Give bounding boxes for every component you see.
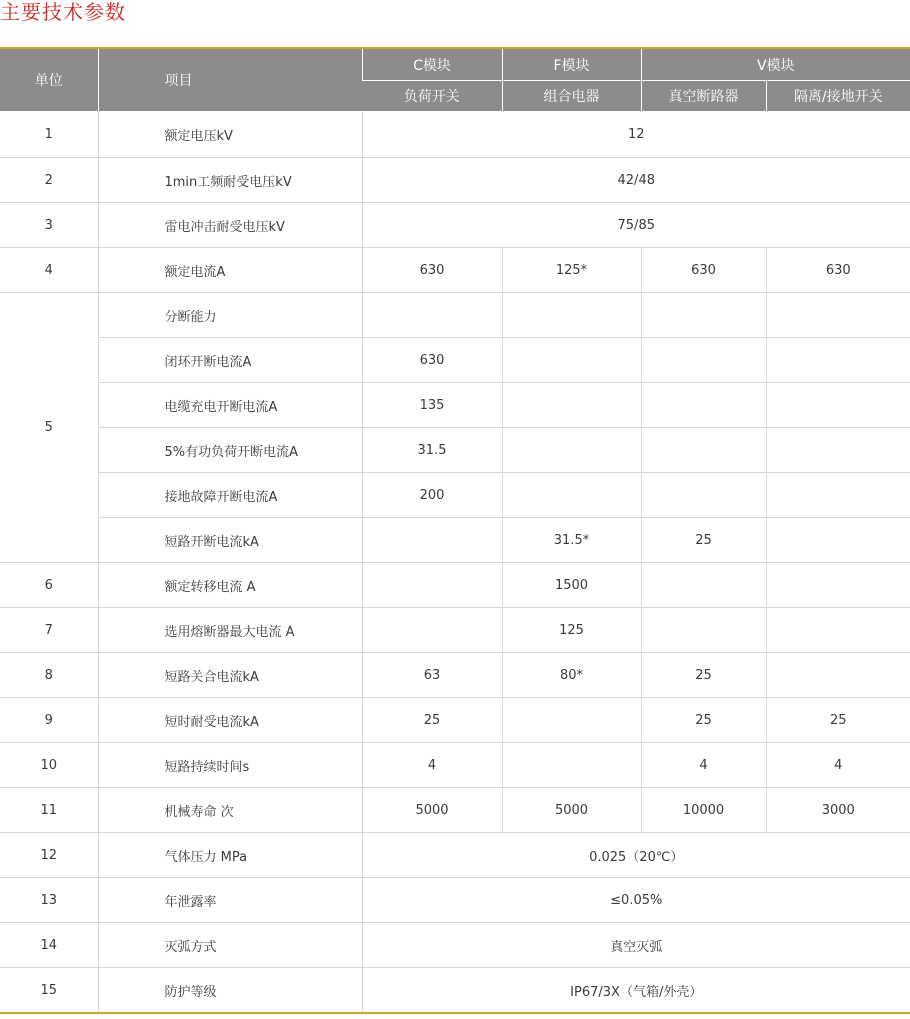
header-v-sub1: 真空断路器 <box>641 81 766 112</box>
row-value-c: 200 <box>362 473 502 518</box>
row-value-c: 630 <box>362 248 502 293</box>
row-value-f: 125 <box>502 608 641 653</box>
row-value-f <box>502 428 641 473</box>
row-item: 短时耐受电流kA <box>98 698 362 743</box>
table-row <box>0 293 910 338</box>
row-number: 4 <box>0 248 98 293</box>
row-value-f: 31.5* <box>502 518 641 563</box>
row-value-f <box>502 293 641 338</box>
row-value-f <box>502 473 641 518</box>
row-value-c: 630 <box>362 338 502 383</box>
row-item: 5%有功负荷开断电流A <box>98 428 362 473</box>
row-item: 短路开断电流kA <box>98 518 362 563</box>
header-v-module: V模块 <box>641 49 910 81</box>
row-number: 2 <box>0 158 98 203</box>
row-value-v2: 25 <box>766 698 910 743</box>
row-item: 灭弧方式 <box>98 923 362 968</box>
row-number: 11 <box>0 788 98 833</box>
header-c-module: C模块 <box>362 49 502 81</box>
row-value-f: 1500 <box>502 563 641 608</box>
row-value-c: 4 <box>362 743 502 788</box>
row-value-v1 <box>641 338 766 383</box>
row-value-v1 <box>641 293 766 338</box>
header-f-sub: 组合电器 <box>502 81 641 112</box>
row-value-f <box>502 338 641 383</box>
row-item: 机械寿命 次 <box>98 788 362 833</box>
table-row <box>0 653 910 698</box>
spec-table <box>0 49 910 1014</box>
row-item: 分断能力 <box>98 293 362 338</box>
row-number: 12 <box>0 833 98 878</box>
row-item: 短路持续时间s <box>98 743 362 788</box>
row-number: 6 <box>0 563 98 608</box>
table-row <box>0 473 910 518</box>
row-value-v2 <box>766 428 910 473</box>
row-value-f <box>502 383 641 428</box>
table-row <box>0 428 910 473</box>
row-value-v1 <box>641 383 766 428</box>
row-value-v2 <box>766 473 910 518</box>
table-row <box>0 608 910 653</box>
table-row <box>0 563 910 608</box>
row-value-v1: 25 <box>641 518 766 563</box>
row-value-v1 <box>641 428 766 473</box>
row-value-v2 <box>766 518 910 563</box>
row-value-c <box>362 518 502 563</box>
row-value-f: 80* <box>502 653 641 698</box>
table-row <box>0 203 910 248</box>
row-value-c <box>362 563 502 608</box>
row-value-f <box>502 698 641 743</box>
table-row <box>0 383 910 428</box>
row-value-v2 <box>766 293 910 338</box>
row-value-c: 63 <box>362 653 502 698</box>
row-value-v2 <box>766 338 910 383</box>
row-item: 额定转移电流 A <box>98 563 362 608</box>
row-value-v2 <box>766 383 910 428</box>
row-number: 15 <box>0 968 98 1014</box>
row-value-all: 12 <box>362 112 910 158</box>
row-value-all: 真空灭弧 <box>362 923 910 968</box>
row-value-all: 0.025（20℃） <box>362 833 910 878</box>
row-item: 气体压力 MPa <box>98 833 362 878</box>
row-item: 接地故障开断电流A <box>98 473 362 518</box>
row-number: 3 <box>0 203 98 248</box>
table-row <box>0 878 910 923</box>
row-value-v1: 25 <box>641 698 766 743</box>
row-value-v1: 630 <box>641 248 766 293</box>
row-number: 7 <box>0 608 98 653</box>
table-row <box>0 923 910 968</box>
table-row <box>0 833 910 878</box>
row-value-c <box>362 293 502 338</box>
row-value-v2: 3000 <box>766 788 910 833</box>
row-item: 雷电冲击耐受电压kV <box>98 203 362 248</box>
row-item: 闭环开断电流A <box>98 338 362 383</box>
row-value-v1 <box>641 563 766 608</box>
row-item: 1min工频耐受电压kV <box>98 158 362 203</box>
row-value-all: ≤0.05% <box>362 878 910 923</box>
row-value-c: 31.5 <box>362 428 502 473</box>
table-row <box>0 788 910 833</box>
table-row <box>0 968 910 1014</box>
table-row <box>0 338 910 383</box>
row-number: 9 <box>0 698 98 743</box>
table-row <box>0 698 910 743</box>
page-title: 主要技术参数 <box>0 0 126 24</box>
row-value-v1: 10000 <box>641 788 766 833</box>
table-header <box>0 49 910 112</box>
row-value-all: IP67/3X（气箱/外壳） <box>362 968 910 1014</box>
row-value-v1 <box>641 473 766 518</box>
row-number: 8 <box>0 653 98 698</box>
row-value-v1: 4 <box>641 743 766 788</box>
row-number: 13 <box>0 878 98 923</box>
row-item: 短路关合电流kA <box>98 653 362 698</box>
row-value-v2: 630 <box>766 248 910 293</box>
row-value-c <box>362 608 502 653</box>
header-f-module: F模块 <box>502 49 641 81</box>
table-row <box>0 743 910 788</box>
row-value-f <box>502 743 641 788</box>
table-row <box>0 112 910 158</box>
row-value-f: 125* <box>502 248 641 293</box>
table-row <box>0 158 910 203</box>
table-row <box>0 518 910 563</box>
row-item: 额定电压kV <box>98 112 362 158</box>
row-item: 额定电流A <box>98 248 362 293</box>
row-value-c: 5000 <box>362 788 502 833</box>
table-row <box>0 248 910 293</box>
row-number: 1 <box>0 112 98 158</box>
row-value-v2 <box>766 608 910 653</box>
row-value-v2 <box>766 653 910 698</box>
row-number: 14 <box>0 923 98 968</box>
row-value-c: 25 <box>362 698 502 743</box>
row-item: 年泄露率 <box>98 878 362 923</box>
row-number: 10 <box>0 743 98 788</box>
row-item: 选用熔断器最大电流 A <box>98 608 362 653</box>
row-value-v1 <box>641 608 766 653</box>
row-value-c: 135 <box>362 383 502 428</box>
row-item: 电缆充电开断电流A <box>98 383 362 428</box>
header-unit: 单位 <box>0 49 98 112</box>
row-value-v2: 4 <box>766 743 910 788</box>
row-item: 防护等级 <box>98 968 362 1014</box>
row-number: 5 <box>0 293 98 563</box>
header-c-sub: 负荷开关 <box>362 81 502 112</box>
row-value-all: 42/48 <box>362 158 910 203</box>
header-item: 项目 <box>98 49 362 112</box>
row-value-f: 5000 <box>502 788 641 833</box>
row-value-all: 75/85 <box>362 203 910 248</box>
row-value-v1: 25 <box>641 653 766 698</box>
row-value-v2 <box>766 563 910 608</box>
table-body <box>0 112 910 1014</box>
header-v-sub2: 隔离/接地开关 <box>766 81 910 112</box>
